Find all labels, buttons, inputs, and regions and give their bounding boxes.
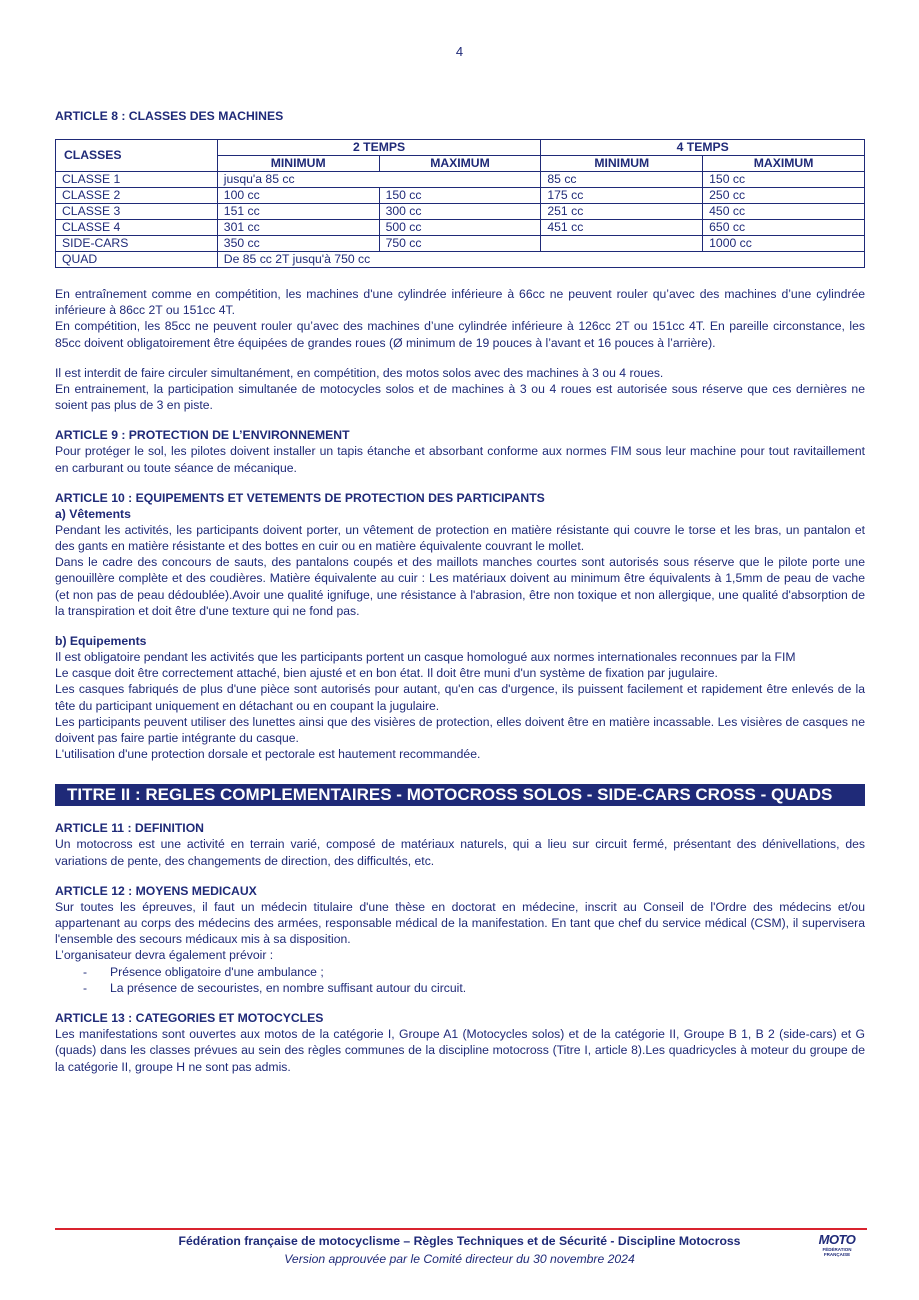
classes-table	[55, 139, 865, 268]
header-4-temps: 4 TEMPS	[541, 140, 865, 156]
table-row	[56, 204, 865, 220]
article-8-paragraph: En entrainement, la participation simultanée de motocycles solos et de machines à 3 ou 4 roues est autorisée sous réserve que ces dernières ne soient pas plus de 3 en piste.	[55, 382, 865, 413]
cell-2t-min: 301 cc	[217, 220, 379, 236]
class-name: CLASSE 2	[56, 188, 218, 204]
page-number: 4	[455, 44, 464, 59]
article-10-subtitle-a: a) Vêtements	[55, 506, 131, 521]
table-row	[56, 220, 865, 236]
article-12-list	[55, 964, 865, 996]
table-row	[56, 188, 865, 204]
article-12-title: ARTICLE 12 : MOYENS MEDICAUX	[55, 883, 257, 898]
dash-bullet: -	[83, 964, 88, 979]
class-name: CLASSE 4	[56, 220, 218, 236]
titre-ii-banner: TITRE II : REGLES COMPLEMENTAIRES - MOTOCROSS SOLOS - SIDE-CARS CROSS - QUADS	[55, 784, 865, 806]
list-item-text: La présence de secouristes, en nombre suffisant autour du circuit.	[110, 980, 467, 995]
class-name: SIDE-CARS	[56, 236, 218, 252]
logo-word: MOTO	[818, 1232, 856, 1247]
list-item-text: Présence obligatoire d'une ambulance ;	[110, 964, 324, 979]
article-10-paragraph: Dans le cadre des concours de sauts, des pantalons coupés et des maillots manches courtes sont autorisés sous réserve que le pilote porte une genouillère complète et des coudières. Matière équivalente au cuir : Les matériaux doivent au minimum être équivalents à 1,5mm de peau de vache (et non pas de peau dédoublée).Avoir une qualité ignifuge, une résistance à l'abrasion, être non toxique et non allergique, une qualité d'absorption de la transpiration et doit être d'une texture qui ne fond pas.	[55, 555, 865, 618]
article-10-paragraph: Il est obligatoire pendant les activités que les participants portent un casque homologué aux normes internationales reconnues par la FIM	[55, 650, 796, 665]
logo-small-text: FÉDÉRATION	[822, 1247, 852, 1252]
header-4t-min: MINIMUM	[541, 156, 703, 172]
cell-4t-max: 450 cc	[703, 204, 865, 220]
cell-4t-max: 250 cc	[703, 188, 865, 204]
article-10-subtitle-b: b) Equipements	[55, 634, 147, 649]
footer-title: Fédération française de motocyclisme – Règles Techniques et de Sécurité - Discipline Motocross	[178, 1234, 741, 1248]
article-9-paragraph: Pour protéger le sol, les pilotes doivent installer un tapis étanche et absorbant conforme aux normes FIM sous leur machine pour tout ravitaillement en carburant ou toute séance de mécanique.	[55, 444, 865, 475]
cell-2t-min: 350 cc	[217, 236, 379, 252]
class-name: CLASSE 1	[56, 172, 218, 188]
class-name: CLASSE 3	[56, 204, 218, 220]
cell-4t-max: 150 cc	[703, 172, 865, 188]
ffm-logo	[815, 1233, 859, 1265]
list-item	[55, 980, 865, 996]
cell-2t-max: 500 cc	[379, 220, 541, 236]
cell-2t-max: 300 cc	[379, 204, 541, 220]
cell-2t-min: 100 cc	[217, 188, 379, 204]
article-10-title: ARTICLE 10 : EQUIPEMENTS ET VETEMENTS DE PROTECTION DES PARTICIPANTS	[55, 490, 545, 505]
article-8-paragraph: En compétition, les 85cc ne peuvent rouler qu’avec des machines d’une cylindrée inférieure à 126cc 2T ou 151cc 4T. En pareille circonstance, les 85cc doivent obligatoirement être équipées de grandes roues (Ø minimum de 19 pouces à l’avant et 16 pouces à l’arrière).	[55, 319, 865, 350]
classes-header: CLASSES	[56, 140, 218, 172]
cell-4t-min: 175 cc	[541, 188, 703, 204]
article-11-paragraph: Un motocross est une activité en terrain varié, composé de matériaux naturels, qui a lieu sur circuit fermé, présentant des dénivellations, des variations de pente, des changements de direction, des difficultés, etc.	[55, 837, 865, 868]
article-10-paragraph: Le casque doit être correctement attaché, bien ajusté et en bon état. Il doit être muni d'un système de fixation par jugulaire.	[55, 666, 718, 681]
class-name: QUAD	[56, 252, 218, 268]
table-row	[56, 252, 865, 268]
article-12-paragraph: L’organisateur devra également prévoir :	[55, 948, 274, 963]
list-item	[55, 964, 865, 980]
cell-2t-max: 150 cc	[379, 188, 541, 204]
cell-2t: jusqu'a 85 cc	[217, 172, 541, 188]
document-body	[55, 108, 865, 1075]
cell-4t-max: 650 cc	[703, 220, 865, 236]
article-8-paragraph: En entraînement comme en compétition, les machines d'une cylindrée inférieure à 66cc ne peuvent rouler qu’avec des machines d’une cylindrée inférieure à 86cc 2T ou 151cc 4T.	[55, 287, 865, 318]
cell-4t-max: 1000 cc	[703, 236, 865, 252]
table-row	[56, 236, 865, 252]
article-13-title: ARTICLE 13 : CATEGORIES ET MOTOCYCLES	[55, 1011, 324, 1026]
cell-4t-min	[541, 236, 703, 252]
cell-4t-min: 85 cc	[541, 172, 703, 188]
cell-2t-min: 151 cc	[217, 204, 379, 220]
article-10-paragraph: Les casques fabriqués de plus d'une pièce sont autorisés pour autant, qu'en cas d'urgence, ils puissent facilement et rapidement être enlevés de la tête du participant uniquement en détachant ou en coupant la jugulaire.	[55, 682, 865, 713]
cell-2t-max: 750 cc	[379, 236, 541, 252]
article-13-paragraph: Les manifestations sont ouvertes aux motos de la catégorie I, Groupe A1 (Motocycles solos) et de la catégorie II, Groupe B 1, B 2 (side-cars) et G (quads) dans les classes prévues au sein des règles communes de la discipline motocross (Titre I, article 8).Les quadricycles à moteur du groupe de la catégorie II, groupe H ne sont pas admis.	[55, 1027, 865, 1074]
footer-divider	[55, 1228, 867, 1230]
article-11-title: ARTICLE 11 : DEFINITION	[55, 821, 204, 836]
header-2t-max: MAXIMUM	[379, 156, 541, 172]
article-10-paragraph: Les participants peuvent utiliser des lunettes ainsi que des visières de protection, elles doivent être en matière incassable. Les visières de casques ne doivent pas faire partie intégrante du casque.	[55, 714, 865, 746]
article-8-paragraph: Il est interdit de faire circuler simultanément, en compétition, des motos solos avec des machines à 3 ou 4 roues.	[55, 365, 664, 380]
article-8-title: ARTICLE 8 : CLASSES DES MACHINES	[55, 109, 284, 123]
article-10-paragraph: L'utilisation d'une protection dorsale et pectorale est hautement recommandée.	[55, 747, 481, 762]
article-9-title: ARTICLE 9 : PROTECTION DE L’ENVIRONNEMENT	[55, 428, 350, 443]
header-2-temps: 2 TEMPS	[217, 140, 541, 156]
table-row	[56, 172, 865, 188]
header-2t-min: MINIMUM	[217, 156, 379, 172]
article-12-paragraph: Sur toutes les épreuves, il faut un médecin titulaire d'une thèse en doctorat en médecine, inscrit au Conseil de l'Ordre des médecins et/ou appartenant au corps des médecins des armées, responsable médical de la manifestation. En tant que chef du service médical (CSM), il supervisera l'ensemble des secours médicaux mis à sa disposition.	[55, 899, 865, 947]
cell-4t-min: 251 cc	[541, 204, 703, 220]
table-header-row	[56, 140, 865, 156]
cell-4t-min: 451 cc	[541, 220, 703, 236]
header-4t-max: MAXIMUM	[703, 156, 865, 172]
article-10-paragraph: Pendant les activités, les participants doivent porter, un vêtement de protection en matière résistante qui couvre le torse et les bras, un pantalon et des gants en matière résistante et des bottes en cuir ou en matière équivalente couvrant le mollet.	[55, 522, 865, 554]
dash-bullet: -	[83, 980, 88, 995]
logo-small-text: FRANÇAISE	[823, 1252, 851, 1257]
footer-subtitle: Version approuvée par le Comité directeur du 30 novembre 2024	[284, 1252, 635, 1266]
cell-all: De 85 cc 2T jusqu'à 750 cc	[217, 252, 864, 268]
